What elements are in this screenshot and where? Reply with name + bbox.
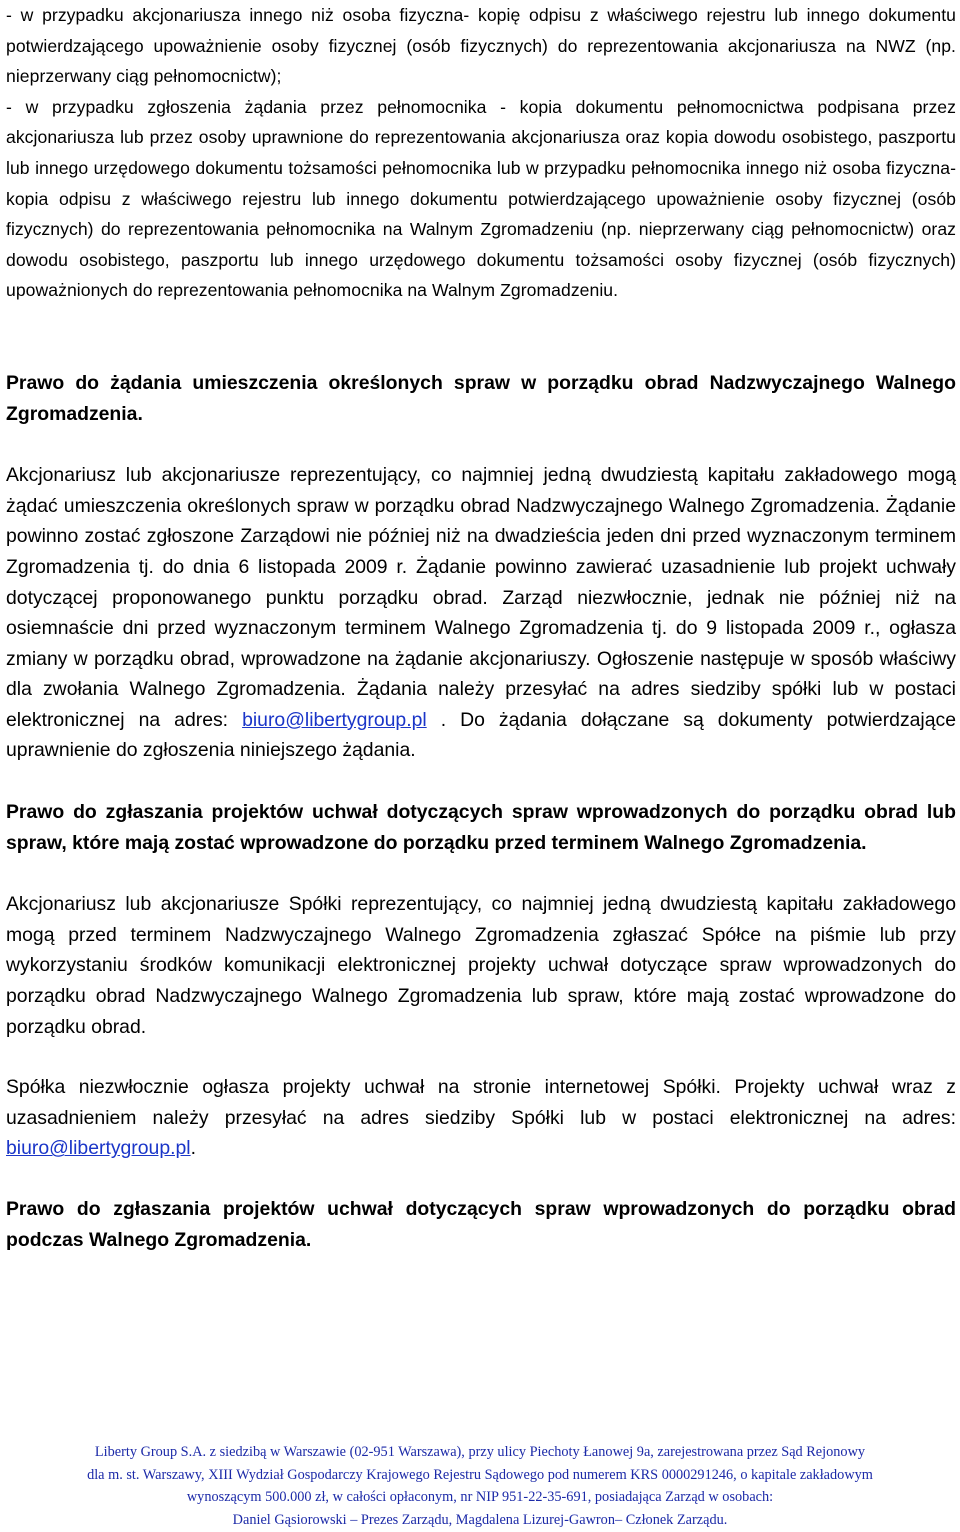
spacer (6, 306, 956, 368)
section-3-paragraph (6, 1072, 956, 1164)
footer-line-4: Daniel Gąsiorowski – Prezes Zarządu, Magdalena Lizurej-Gawron– Członek Zarządu. (232, 1511, 728, 1528)
footer-line-3: wynoszącym 500.000 zł, w całości opłaconym, nr NIP 951-22-35-691, posiadająca Zarząd w osobach: (186, 1489, 774, 1505)
footer-line-2: dla m. st. Warszawy, XIII Wydział Gospodarczy Krajowego Rejestru Sądowego pod numerem KRS 0000291246, o kapitale zakładowym (87, 1466, 873, 1483)
document-body (6, 0, 956, 1255)
spacer (6, 1042, 956, 1072)
intro-paragraph-a: - w przypadku akcjonariusza innego niż osoba fizyczna- kopię odpisu z właściwego rejestru lub innego dokumentu potwierdzającego upoważnienie osoby fizycznej (osób fizycznych) do reprezentowania akcjonariusza na NWZ (np. nieprzerwany ciąg pełnomocnictw); (6, 5, 956, 87)
footer-line-1: Liberty Group S.A. z siedzibą w Warszawie (02-951 Warszawa), przy ulicy Piechoty Łanowej 9a, zarejestrowana przez Sąd Rejonowy (94, 1444, 866, 1460)
section-1-paragraph (6, 460, 956, 766)
section-heading-3: Prawo do zgłaszania projektów uchwał dotyczących spraw wprowadzonych do porządku obrad podczas Walnego Zgromadzenia. (6, 1198, 956, 1251)
email-link[interactable]: biuro@libertygroup.pl (242, 708, 427, 731)
company-footer (0, 1441, 960, 1531)
spacer (6, 858, 956, 889)
section-2-paragraph: Akcjonariusz lub akcjonariusze Spółki reprezentujący, co najmniej jedną dwudziestą kapitału zakładowego mogą przed terminem Nadzwyczajnego Walnego Zgromadzenia zgłaszać Spółce na piśmie lub przy wykorzystaniu środków komunikacji elektronicznej projekty uchwał dotyczące spraw wprowadzonych do porządku obrad Nadzwyczajnego Walnego Zgromadzenia lub spraw, które mają zostać wprowadzone do porządku obrad. (6, 893, 956, 1038)
email-link-2[interactable]: biuro@libertygroup.pl (6, 1137, 191, 1160)
section-1-text-end: . Do żądania dołączane są dokumenty potwierdzające uprawnienie do zgłoszenia niniejszego żądania. (6, 708, 956, 762)
section-1-text: Akcjonariusz lub akcjonariusze reprezentujący, co najmniej jedną dwudziestą kapitału zakładowego mogą żądać umieszczenia określonych spraw w porządku obrad Nadzwyczajnego Walnego Zgromadzenia. Żądanie powinno zostać zgłoszone Zarządowi nie później niż na dwadzieścia jeden dni przed wyznaczonym terminem Zgromadzenia tj. do dnia 6 listopada 2009 r. Żądanie powinno zawierać uzasadnienie lub projekt uchwały dotyczącej proponowanego punktu porządku obrad. Zarząd niezwłocznie, jednak nie później niż na osiemnaście dni przed wyznaczonym terminem Walnego Zgromadzenia tj. do 9 listopada 2009 r., ogłasza zmiany w porządku obrad, wprowadzone na żądanie akcjonariuszy. Ogłoszenie następuje w sposób właściwy dla zwołania Walnego Zgromadzenia. Żądania należy przesyłać na adres siedziby spółki lub w postaci elektronicznej na adres: (6, 464, 956, 731)
spacer (6, 766, 956, 797)
spacer (6, 429, 956, 460)
section-heading-2: Prawo do zgłaszania projektów uchwał dotyczących spraw wprowadzonych do porządku obrad lub spraw, które mają zostać wprowadzone do porządku przed terminem Walnego Zgromadzenia. (6, 801, 956, 854)
intro-paragraph-b: - w przypadku zgłoszenia żądania przez pełnomocnika - kopia dokumentu pełnomocnictwa podpisana przez akcjonariusza lub przez osoby uprawnione do reprezentowania akcjonariusza oraz kopia dowodu osobistego, paszportu lub innego urzędowego dokumentu tożsamości pełnomocnika lub w przypadku pełnomocnika innego niż osoba fizyczna- kopia odpisu z właściwego rejestru lub innego dokumentu potwierdzającego upoważnienie osoby fizycznej (osób fizycznych) do reprezentowania pełnomocnika na Walnym Zgromadzeniu (np. nieprzerwany ciąg pełnomocnictw) oraz dowodu osobistego, paszportu lub innego urzędowego dokumentu tożsamości osoby fizycznej (osób fizycznych) upoważnionych do reprezentowania pełnomocnika na Walnym Zgromadzeniu. (6, 96, 956, 301)
section-heading-1: Prawo do żądania umieszczenia określonych spraw w porządku obrad Nadzwyczajnego Walnego Zgromadzenia. (6, 371, 956, 425)
section-3-text-end: . (190, 1137, 196, 1160)
spacer (6, 1164, 956, 1194)
section-3-text: Spółka niezwłocznie ogłasza projekty uchwał na stronie internetowej Spółki. Projekty uchwał wraz z uzasadnieniem należy przesyłać na adres siedziby Spółki lub w postaci elektronicznej na adres: (6, 1076, 956, 1129)
